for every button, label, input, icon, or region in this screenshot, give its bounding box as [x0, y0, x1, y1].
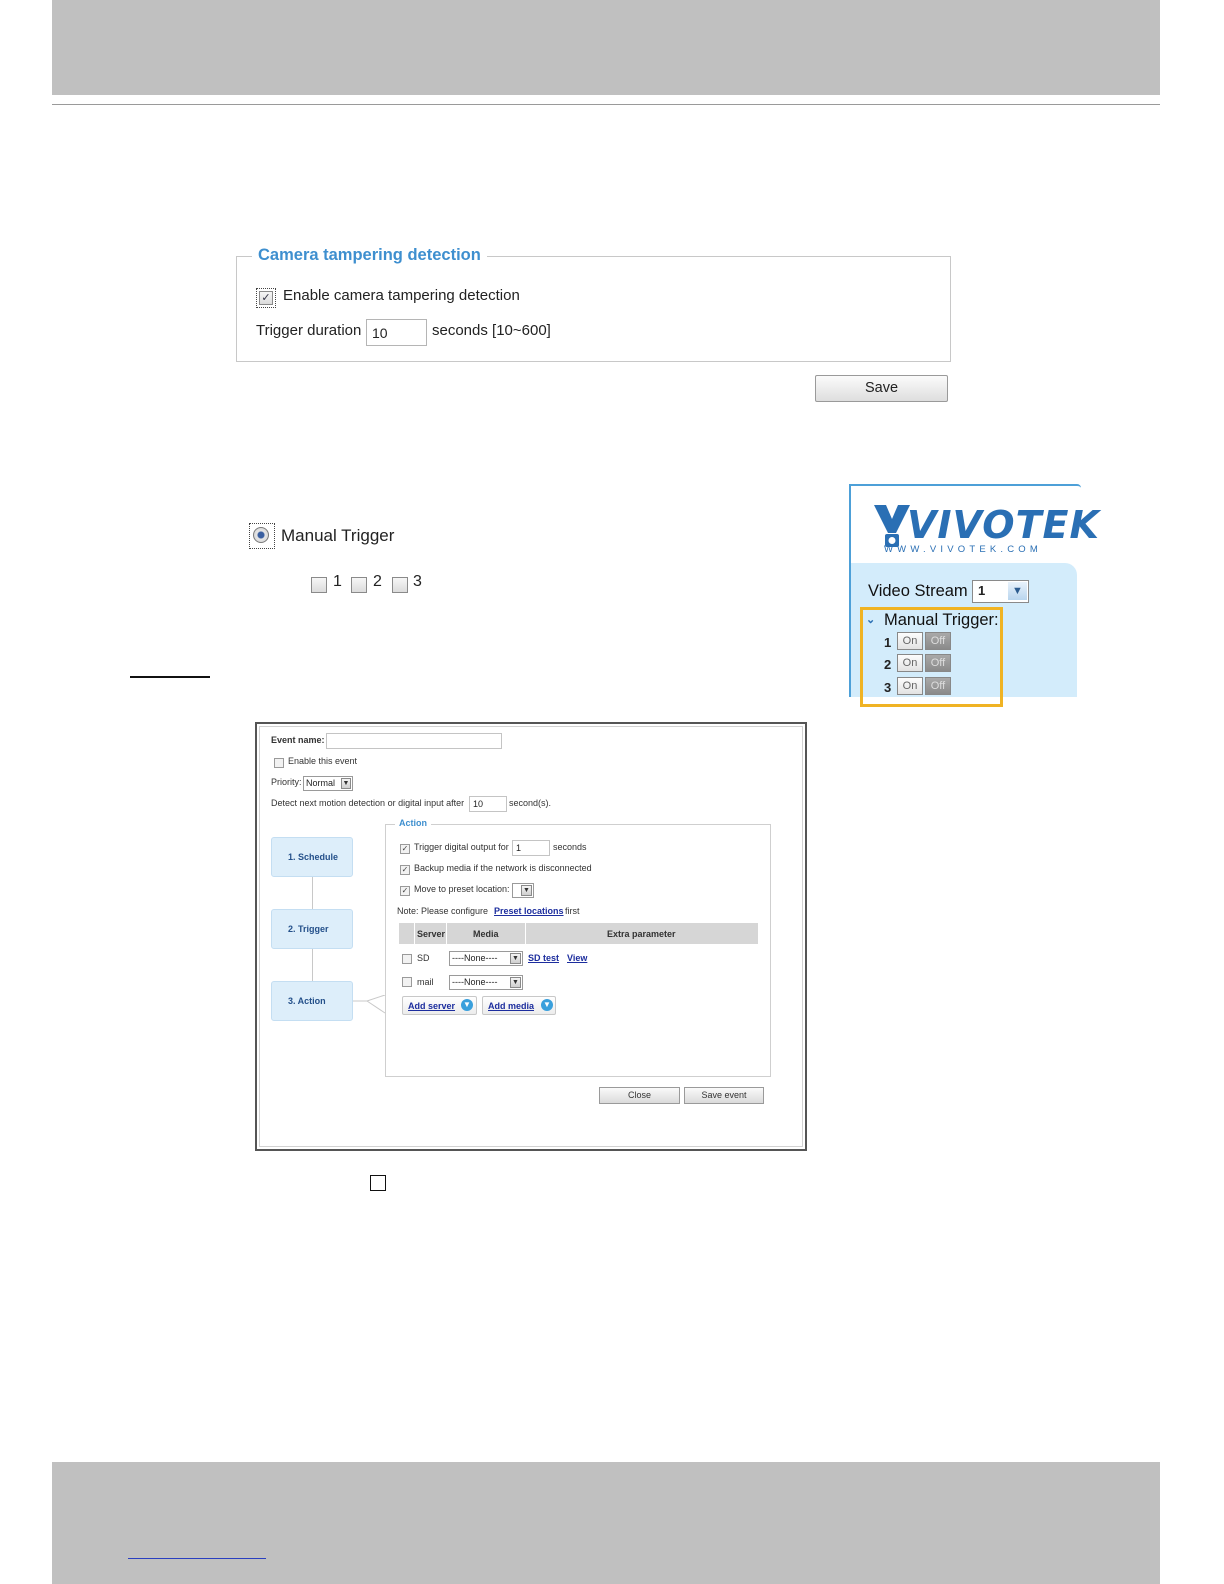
trigger-number-3: 3 [884, 680, 892, 695]
trigger-1-off-button[interactable]: Off [925, 632, 951, 650]
media-select[interactable]: ----None---- [449, 975, 523, 990]
detect-next-label: Detect next motion detection or digital input after [271, 798, 465, 808]
manual-trigger-panel-label: Manual Trigger: [884, 611, 999, 629]
step-connector [312, 877, 313, 909]
action-legend: Action [395, 818, 431, 828]
sd-test-link[interactable]: SD test [528, 953, 560, 963]
detect-next-input[interactable]: 10 [469, 796, 507, 812]
media-select[interactable]: ----None---- [449, 951, 523, 966]
trigger-1-on-button[interactable]: On [897, 632, 923, 650]
enable-event-checkbox[interactable] [274, 758, 284, 768]
trigger-2-off-button[interactable]: Off [925, 654, 951, 672]
chevron-down-icon[interactable]: ▼ [510, 953, 521, 964]
priority-label: Priority: [271, 777, 302, 787]
add-server-icon: ▼ [461, 999, 473, 1011]
backup-media-label: Backup media if the network is disconnected [414, 863, 592, 873]
trigger-3-on-button[interactable]: On [897, 677, 923, 695]
step-connector [312, 949, 313, 981]
column-header-server: Server [417, 929, 446, 939]
save-button[interactable]: Save [815, 375, 948, 402]
empty-checkbox-glyph [370, 1175, 386, 1191]
trigger-number-1: 1 [884, 635, 892, 650]
event-name-input[interactable] [326, 733, 502, 749]
header-divider [52, 104, 1160, 105]
note-suffix: first [565, 906, 580, 916]
trigger-output-checkbox[interactable]: ✓ [401, 844, 409, 853]
manual-trigger-label: Manual Trigger [281, 526, 395, 545]
page-footer-band [52, 1462, 1160, 1584]
tampering-legend: Camera tampering detection [252, 246, 487, 265]
priority-select[interactable]: Normal [303, 776, 353, 791]
view-link[interactable]: View [567, 953, 588, 963]
chevron-down-icon[interactable]: ▼ [521, 885, 532, 896]
add-media-icon: ▼ [541, 999, 553, 1011]
table-divider [446, 923, 447, 944]
table-divider [525, 923, 526, 944]
chevron-down-icon[interactable]: ▼ [342, 780, 350, 787]
trigger-duration-input[interactable]: 10 [366, 319, 427, 346]
vivotek-logo-url: WWW.VIVOTEK.COM [884, 544, 1042, 555]
expand-chevron-icon[interactable]: ⌄ [866, 614, 876, 626]
tampering-fieldset [236, 256, 951, 362]
vivotek-logo-text: VIVOTEK [907, 503, 1100, 547]
column-header-media: Media [473, 929, 499, 939]
trigger-duration-suffix: seconds [10~600] [432, 322, 551, 339]
manual-trigger-option-3: 3 [413, 573, 422, 590]
video-stream-label: Video Stream [868, 582, 968, 600]
column-header-extra: Extra parameter [607, 929, 676, 939]
add-server-label: Add server [408, 1001, 456, 1011]
add-media-label: Add media [488, 1001, 535, 1011]
close-button[interactable]: Close [599, 1087, 680, 1104]
trigger-output-input[interactable]: 1 [512, 840, 550, 856]
enable-tampering-label: Enable camera tampering detection [283, 287, 520, 304]
step-action[interactable]: 3. Action [271, 981, 353, 1021]
manual-trigger-checkbox-1[interactable] [311, 577, 327, 593]
manual-trigger-checkbox-3[interactable] [392, 577, 408, 593]
server-row-checkbox[interactable] [402, 954, 412, 964]
backup-media-checkbox[interactable]: ✓ [401, 865, 409, 874]
server-name: mail [417, 977, 434, 987]
footer-link-underline[interactable] [128, 1558, 266, 1559]
video-stream-value: 1 [978, 583, 986, 598]
event-name-label: Event name: [271, 735, 325, 745]
page-header-band [52, 0, 1160, 95]
manual-trigger-checkbox-2[interactable] [351, 577, 367, 593]
preset-locations-link[interactable]: Preset locations [494, 906, 564, 916]
trigger-output-suffix: seconds [553, 842, 587, 852]
move-preset-label: Move to preset location: [414, 884, 510, 894]
manual-trigger-radio[interactable] [253, 527, 269, 543]
move-preset-checkbox[interactable]: ✓ [401, 886, 409, 895]
trigger-duration-label: Trigger duration [256, 322, 362, 339]
step-schedule[interactable]: 1. Schedule [271, 837, 353, 877]
server-table-header [399, 923, 758, 944]
enable-tampering-checkbox[interactable]: ✓ [259, 291, 273, 305]
chevron-down-icon[interactable]: ▼ [1008, 582, 1027, 600]
manual-trigger-option-1: 1 [333, 573, 342, 590]
detect-next-suffix: second(s). [509, 798, 552, 808]
manual-trigger-option-2: 2 [373, 573, 382, 590]
chevron-down-icon[interactable]: ▼ [510, 977, 521, 988]
enable-event-label: Enable this event [288, 756, 358, 766]
trigger-2-on-button[interactable]: On [897, 654, 923, 672]
table-divider [414, 923, 415, 944]
server-name: SD [417, 953, 430, 963]
note-prefix: Note: Please configure [397, 906, 489, 916]
trigger-3-off-button[interactable]: Off [925, 677, 951, 695]
note-underline [130, 676, 210, 678]
step-trigger[interactable]: 2. Trigger [271, 909, 353, 949]
step-action-connector [353, 995, 387, 1015]
save-event-button[interactable]: Save event [684, 1087, 764, 1104]
server-row-checkbox[interactable] [402, 977, 412, 987]
trigger-output-label: Trigger digital output for [414, 842, 509, 852]
action-fieldset [385, 824, 771, 1077]
trigger-number-2: 2 [884, 657, 892, 672]
